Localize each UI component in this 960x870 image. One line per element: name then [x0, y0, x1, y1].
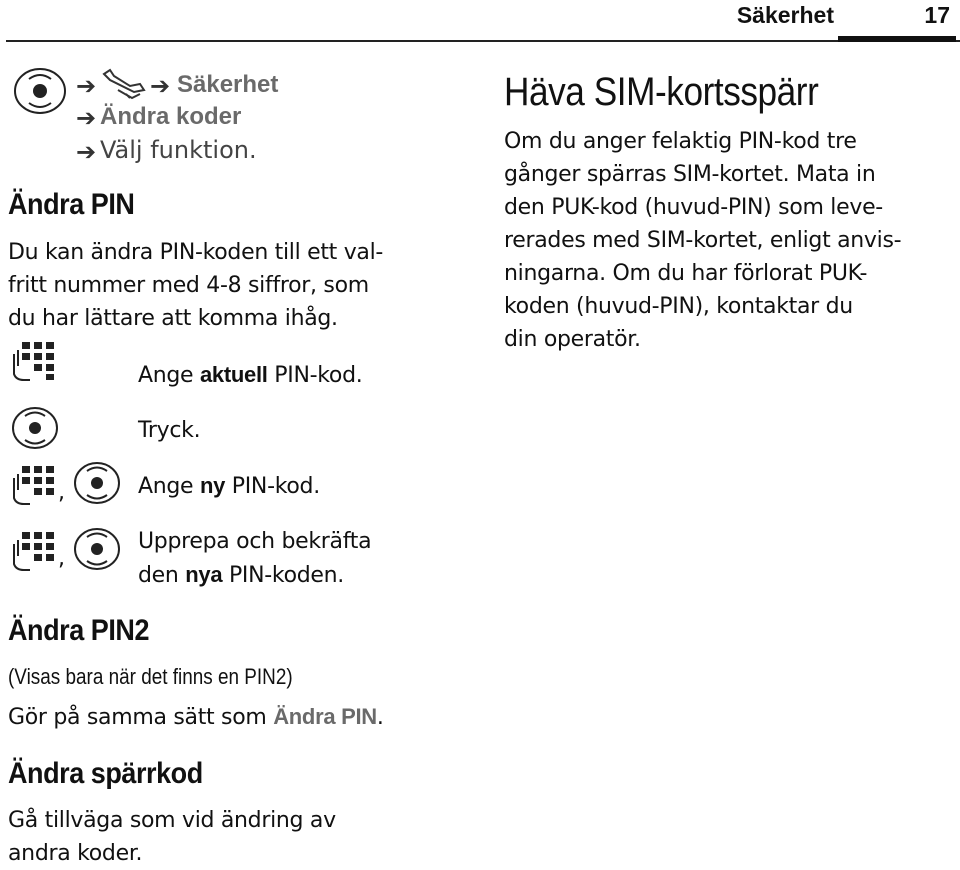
pin2-text: .: [376, 705, 384, 730]
page-number: 17: [924, 2, 950, 28]
navigation-key-icon: [72, 526, 122, 576]
heading-change-pin: Ändra PIN: [8, 188, 135, 221]
lock-code-text: [8, 804, 336, 870]
step-press: Tryck.: [138, 418, 201, 443]
unblock-line: Om du anger felaktig PIN-kod tre: [504, 129, 857, 154]
unblock-sim-text: [504, 125, 954, 356]
arrow-icon: ➔: [76, 72, 97, 100]
navigation-key-icon: [72, 460, 122, 510]
lock-code-line: Gå tillväga som vid ändring av: [8, 808, 336, 833]
pin2-instruction: [8, 700, 384, 734]
step-text: Upprepa och bekräfta: [138, 529, 372, 554]
menu-path-change-codes: Ändra koder: [100, 103, 242, 130]
step-emphasis: aktuell: [200, 362, 268, 387]
arrow-icon: ➔: [150, 72, 171, 100]
heading-change-pin2: Ändra PIN2: [8, 614, 150, 647]
unblock-line: koden (huvud-PIN), kontaktar du: [504, 294, 853, 319]
intro-line: fritt nummer med 4-8 siffror, som: [8, 273, 369, 298]
step-text: den: [138, 563, 186, 588]
step-text: PIN-kod.: [225, 474, 320, 499]
keypad-icon: [8, 530, 58, 576]
step-text: PIN-koden.: [222, 563, 344, 588]
menu-path-select-function: Välj funktion.: [100, 136, 257, 164]
pin2-note: (Visas bara när det finns en PIN2): [8, 664, 293, 689]
pin2-text: Gör på samma sätt som: [8, 705, 274, 730]
unblock-line: din operatör.: [504, 327, 641, 352]
unblock-line: gånger spärras SIM-kortet. Mata in: [504, 162, 876, 187]
step-text: Ange: [138, 363, 200, 388]
unblock-line: den PUK-kod (huvud-PIN) som leve-: [504, 195, 883, 220]
menu-path-security: Säkerhet: [177, 71, 279, 98]
step-emphasis: nya: [185, 562, 223, 587]
lock-code-line: andra koder.: [8, 841, 143, 866]
unblock-line: rerades med SIM-kortet, enligt anvis-: [504, 228, 902, 253]
header-rule: [6, 40, 960, 42]
keypad-icon: [8, 464, 58, 510]
pin2-reference: Ändra PIN: [273, 704, 377, 729]
header-rule-accent: [838, 36, 956, 42]
keypad-icon: [8, 340, 58, 386]
intro-line: Du kan ändra PIN-koden till ett val-: [8, 240, 384, 265]
comma-separator: ,: [58, 480, 65, 505]
arrow-icon: ➔: [76, 138, 97, 166]
navigation-key-icon: [10, 405, 60, 455]
step-emphasis: ny: [200, 473, 226, 498]
unblock-line: ningarna. Om du har förlorat PUK-: [504, 261, 868, 286]
comma-separator: ,: [58, 546, 65, 571]
step-enter-current-pin: [138, 358, 362, 392]
heading-change-lock-code: Ändra spärrkod: [8, 757, 203, 790]
step-text: Ange: [138, 474, 200, 499]
step-text-line: [138, 558, 371, 592]
intro-line: du har lättare att komma ihåg.: [8, 306, 338, 331]
header-section-title: Säkerhet: [736, 2, 834, 28]
arrow-icon: ➔: [76, 104, 97, 132]
heading-unblock-sim: Häva SIM-kortsspärr: [504, 70, 819, 114]
navigation-key-icon: [12, 66, 72, 116]
settings-tools-icon: [100, 68, 148, 102]
step-repeat-confirm-pin: [138, 525, 371, 592]
step-text: PIN-kod.: [267, 363, 363, 388]
change-pin-intro: [8, 236, 383, 335]
step-enter-new-pin: [138, 469, 320, 503]
